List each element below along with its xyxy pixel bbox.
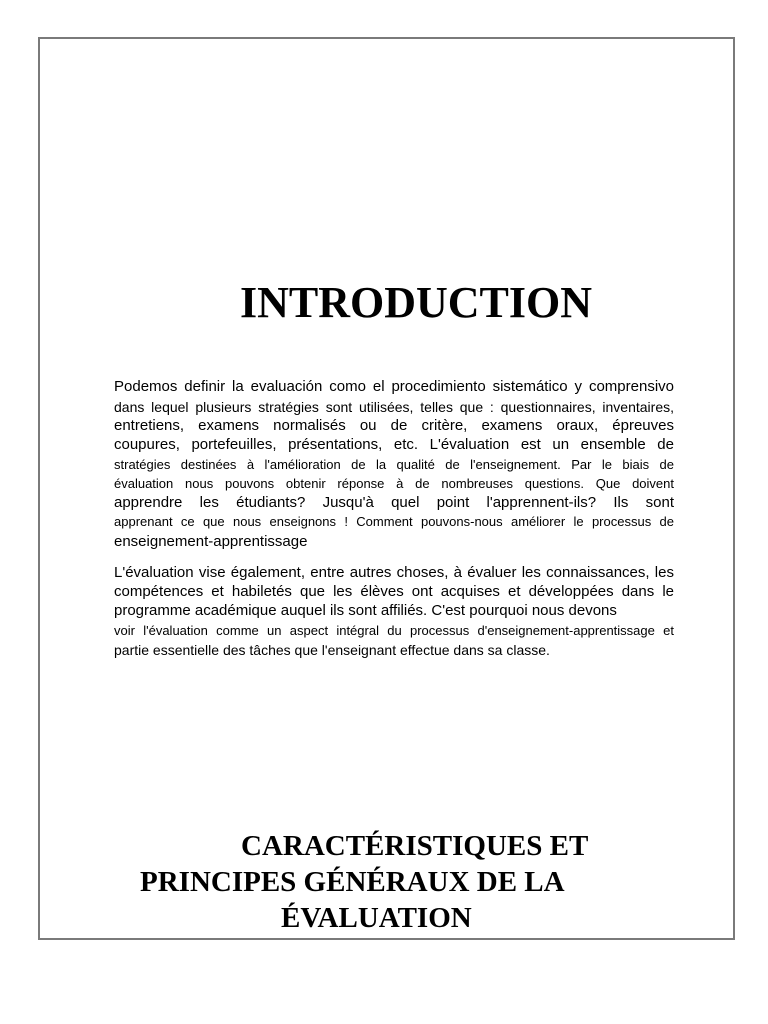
text-line: évaluation nous pouvons obtenir réponse à de nombreuses questions. Que doivent xyxy=(114,476,674,491)
text-line: Podemos definir la evaluación como el procedimiento sistemático y comprensivo xyxy=(114,378,674,395)
section-heading-line: ÉVALUATION xyxy=(281,902,472,934)
section-heading-line: PRINCIPES GÉNÉRAUX DE LA xyxy=(140,866,565,898)
text-line: entretiens, examens normalisés ou de critère, examens oraux, épreuves xyxy=(114,417,674,434)
text-line: apprenant ce que nous enseignons ! Comment pouvons-nous améliorer le processus de xyxy=(114,514,674,529)
text-line: programme académique auquel ils sont affiliés. C'est pourquoi nous devons xyxy=(114,602,617,619)
text-line: L'évaluation vise également, entre autres choses, à évaluer les connaissances, les xyxy=(114,564,674,581)
text-line: partie essentielle des tâches que l'enseignant effectue dans sa classe. xyxy=(114,642,550,658)
text-line: voir l'évaluation comme un aspect intégral du processus d'enseignement-apprentissage et xyxy=(114,623,674,638)
section-heading-line: CARACTÉRISTIQUES ET xyxy=(241,830,589,862)
text-line: stratégies destinées à l'amélioration de la qualité de l'enseignement. Par le biais de xyxy=(114,457,674,472)
text-line: enseignement-apprentissage xyxy=(114,533,308,550)
text-line: compétences et habiletés que les élèves ont acquises et développées dans le xyxy=(114,583,674,600)
section-heading xyxy=(40,828,730,936)
text-line: apprendre les étudiants? Jusqu'à quel point l'apprennent-ils? Ils sont xyxy=(114,494,674,511)
text-line: coupures, portefeuilles, présentations, etc. L'évaluation est un ensemble de xyxy=(114,436,674,453)
text-line: dans lequel plusieurs stratégies sont utilisées, telles que : questionnaires, inventaires, xyxy=(114,399,674,415)
page-title: INTRODUCTION xyxy=(239,278,593,327)
